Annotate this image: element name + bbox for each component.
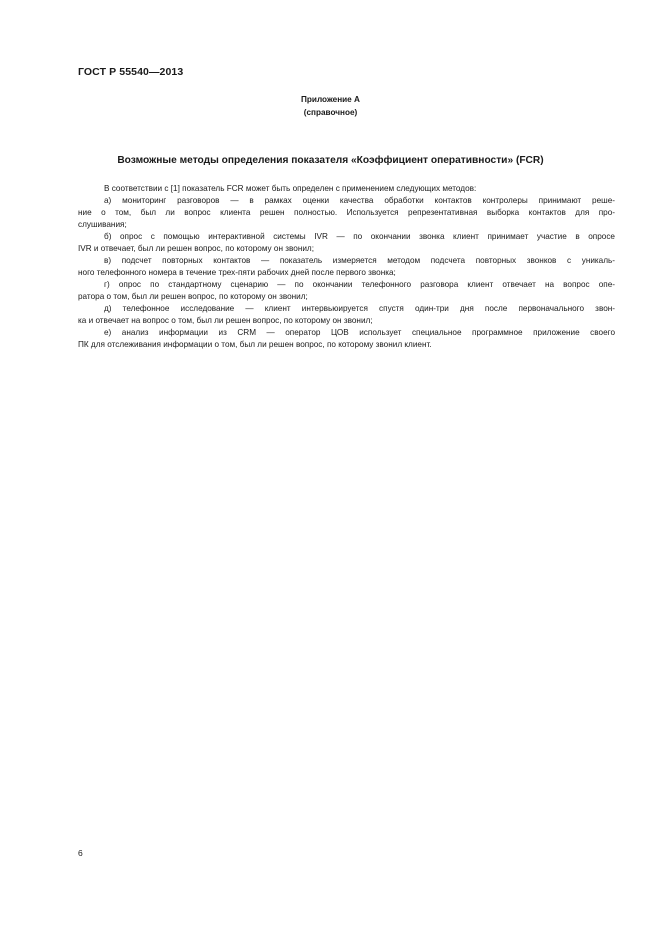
paragraph-line: ПК для отслеживания информации о том, был ли решен вопрос, по которому звонил клиент. (78, 340, 432, 349)
paragraph-line: ка и отвечает на вопрос о том, был ли решен вопрос, по которому он звонил; (78, 316, 373, 325)
appendix-title: Приложение А (301, 95, 360, 104)
paragraph-line: в) подсчет повторных контактов — показатель измеряется методом подсчета повторных звонков с уникаль- (104, 256, 615, 265)
document-header: ГОСТ Р 55540—2013 (78, 66, 184, 78)
paragraph-intro: В соответствии с [1] показатель FCR может быть определен с применением следующих методов: (104, 184, 477, 193)
paragraph-line: б) опрос с помощью интерактивной системы IVR — по окончании звонка клиент принимает участие в опросе (104, 232, 615, 241)
paragraph-line: г) опрос по стандартному сценарию — по окончании телефонного разговора клиент отвечает на вопрос опе- (104, 280, 615, 289)
paragraph-line: а) мониторинг разговоров — в рамках оценки качества обработки контактов контролеры принимают реше- (104, 196, 615, 205)
paragraph-line: д) телефонное исследование — клиент интервьюируется спустя один-три дня после первоначального звон- (104, 304, 615, 313)
paragraph-line: ние о том, был ли вопрос клиента решен полностью. Используется репрезентативная выборка контактов для про- (78, 208, 615, 217)
paragraph-line: слушивания; (78, 220, 127, 229)
page-number: 6 (78, 848, 83, 858)
paragraph-line: IVR и отвечает, был ли решен вопрос, по которому он звонил; (78, 244, 314, 253)
paragraph-line: е) анализ информации из CRM — оператор ЦОВ использует специальное программное приложение своего (104, 328, 615, 337)
section-title: Возможные методы определения показателя «Коэффициент оперативности» (FCR) (117, 155, 544, 166)
body-text (78, 183, 615, 351)
paragraph-line: ратора о том, был ли решен вопрос, по которому он звонил; (78, 292, 308, 301)
paragraph-line: ного телефонного номера в течение трех-пяти рабочих дней после первого звонка; (78, 268, 396, 277)
appendix-subtitle: (справочное) (303, 108, 358, 117)
